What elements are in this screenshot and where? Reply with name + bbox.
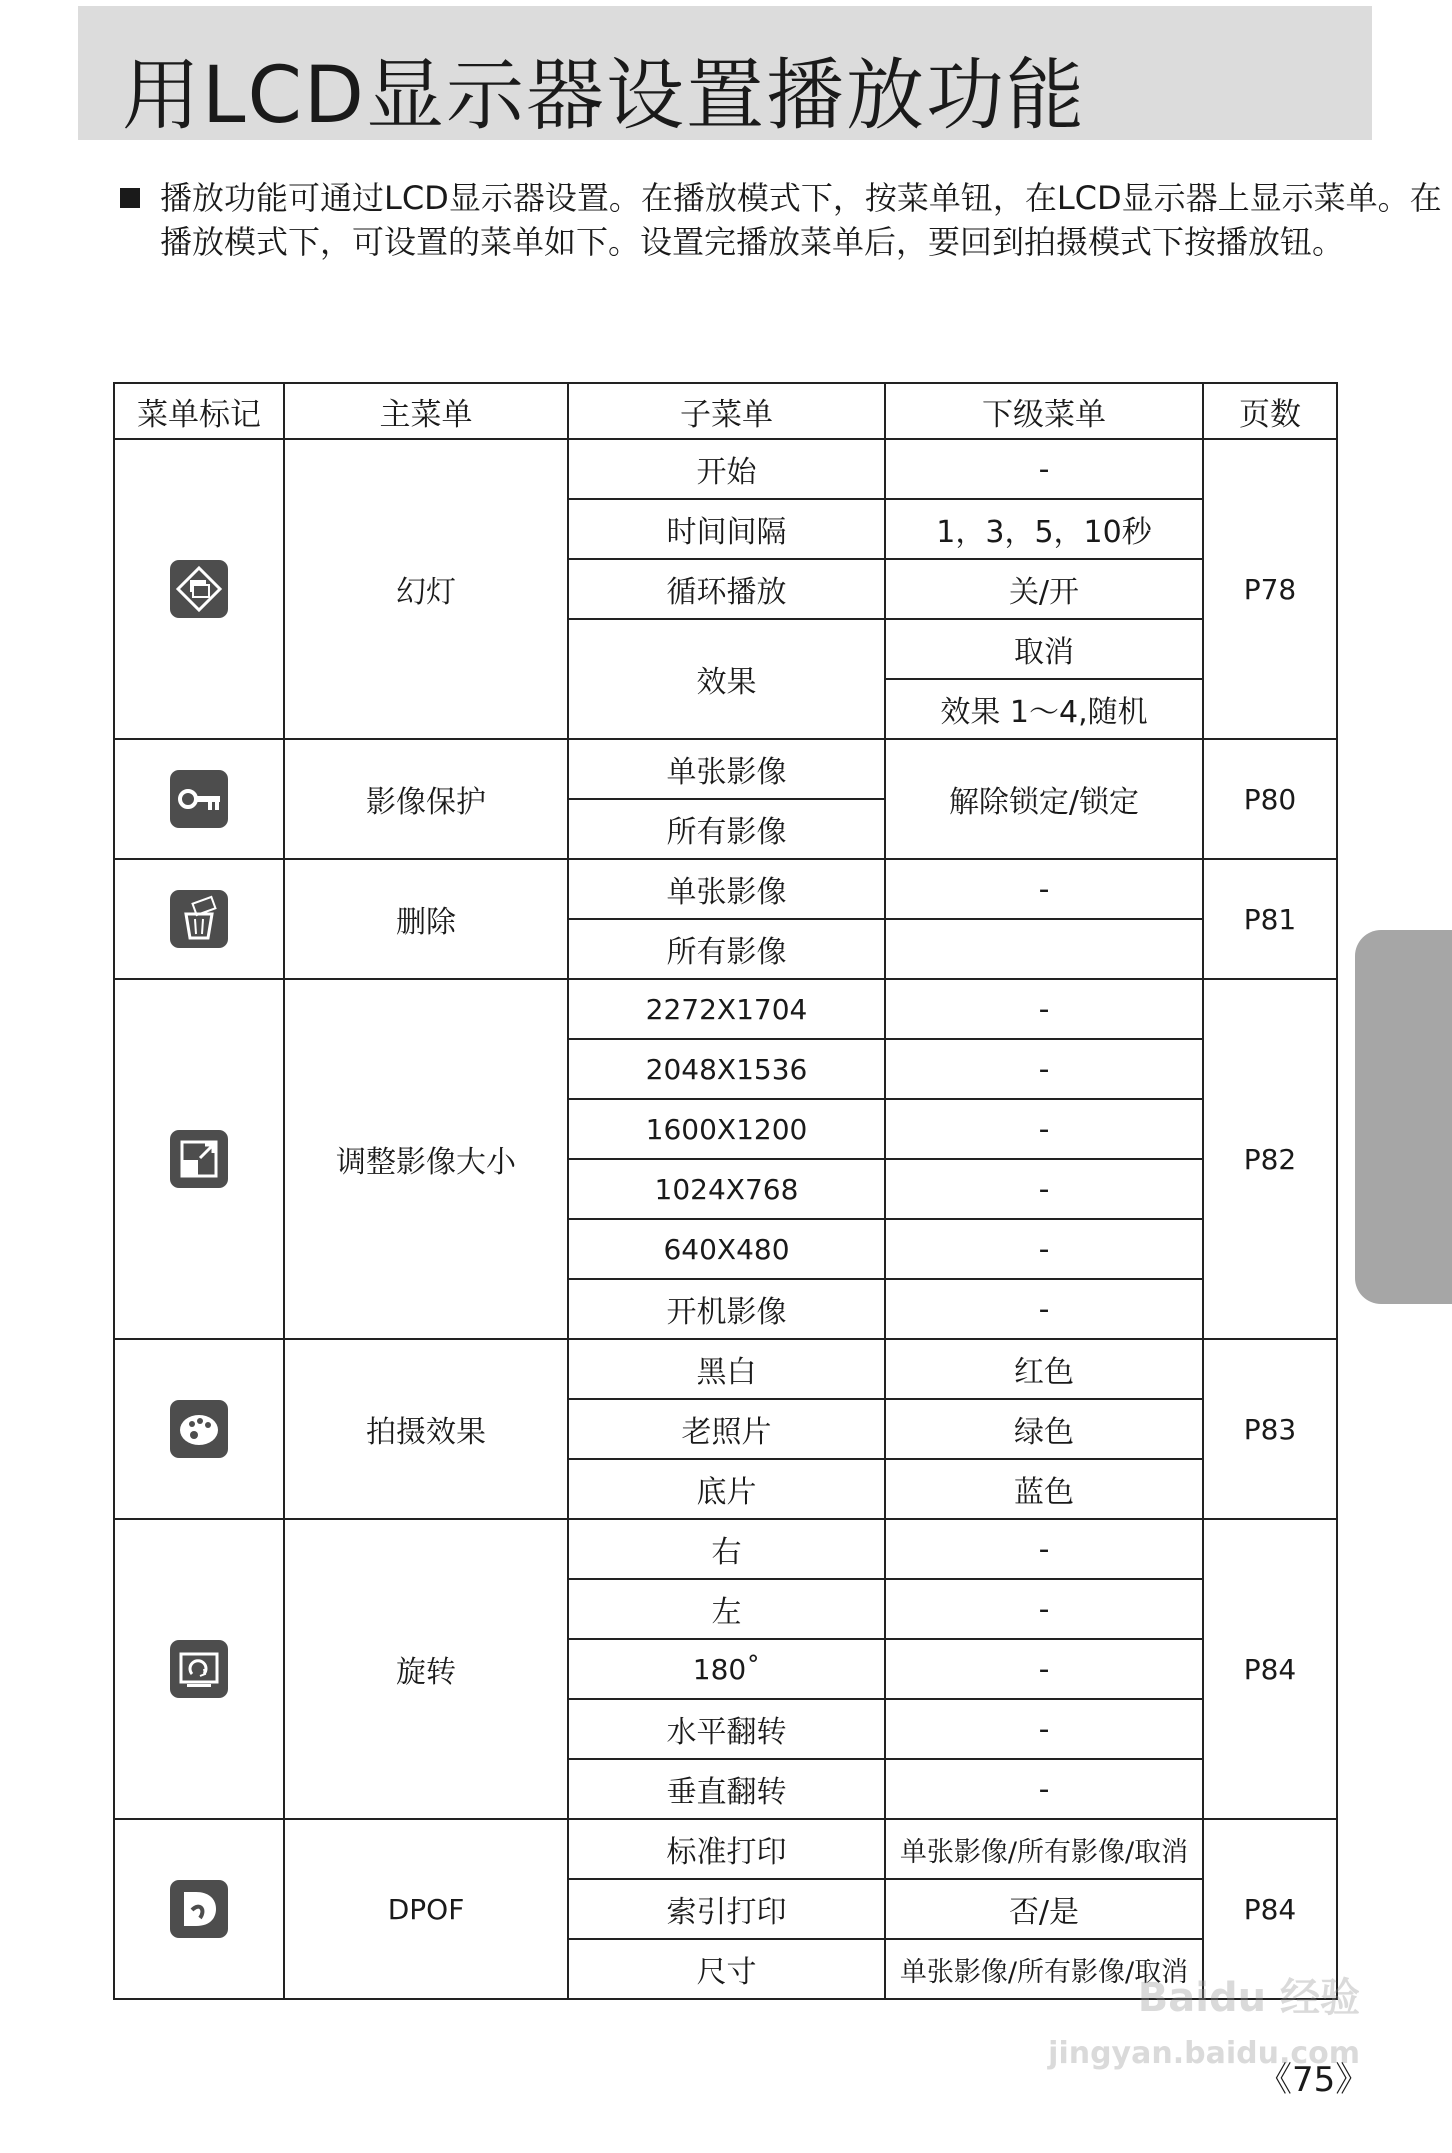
header-main: 主菜单	[284, 383, 568, 439]
dpof-icon	[170, 1880, 228, 1938]
icon-cell	[114, 1819, 284, 1999]
table-row	[114, 1339, 1337, 1399]
submenu-cell: 水平翻转	[568, 1699, 885, 1759]
submenu-cell: 开机影像	[568, 1279, 885, 1339]
lower-menu-cell: -	[885, 1039, 1203, 1099]
submenu-cell: 时间间隔	[568, 499, 885, 559]
submenu-cell: 左	[568, 1579, 885, 1639]
watermark-line2: jingyan.baidu.com	[1048, 2036, 1360, 2071]
lower-menu-cell: 效果 1～4,随机	[885, 679, 1203, 739]
main-menu-cell: DPOF	[284, 1819, 568, 1999]
table-row	[114, 739, 1337, 799]
lower-menu-cell: -	[885, 1159, 1203, 1219]
table-header-row	[114, 383, 1337, 439]
lower-menu-cell: 单张影像/所有影像/取消	[885, 1819, 1203, 1879]
lower-menu-cell: -	[885, 1279, 1203, 1339]
submenu-cell: 效果	[568, 619, 885, 739]
lower-menu-cell: 关/开	[885, 559, 1203, 619]
menu-table	[113, 382, 1338, 2000]
submenu-cell: 尺寸	[568, 1939, 885, 1999]
lower-menu-cell: 解除锁定/锁定	[885, 739, 1203, 859]
main-menu-cell: 幻灯	[284, 439, 568, 739]
submenu-cell: 2272X1704	[568, 979, 885, 1039]
table-row	[114, 979, 1337, 1039]
lower-menu-cell: -	[885, 1519, 1203, 1579]
submenu-cell: 黑白	[568, 1339, 885, 1399]
main-menu-cell: 删除	[284, 859, 568, 979]
icon-cell	[114, 439, 284, 739]
header-icon: 菜单标记	[114, 383, 284, 439]
submenu-cell: 右	[568, 1519, 885, 1579]
submenu-cell: 640X480	[568, 1219, 885, 1279]
lower-menu-cell: -	[885, 1099, 1203, 1159]
submenu-cell: 底片	[568, 1459, 885, 1519]
main-menu-cell: 调整影像大小	[284, 979, 568, 1339]
square-bullet-icon	[120, 188, 140, 208]
submenu-cell: 所有影像	[568, 919, 885, 979]
page-cell: P80	[1203, 739, 1337, 859]
submenu-cell: 所有影像	[568, 799, 885, 859]
lower-menu-cell: -	[885, 1579, 1203, 1639]
submenu-cell: 标准打印	[568, 1819, 885, 1879]
palette-icon	[170, 1400, 228, 1458]
lower-menu-cell: -	[885, 979, 1203, 1039]
submenu-cell: 老照片	[568, 1399, 885, 1459]
icon-cell	[114, 979, 284, 1339]
lower-menu-cell: 绿色	[885, 1399, 1203, 1459]
key-icon	[170, 770, 228, 828]
table-row	[114, 1819, 1337, 1879]
side-tab	[1355, 930, 1452, 1304]
lower-menu-cell: 1，3，5，10秒	[885, 499, 1203, 559]
lower-menu-cell	[885, 919, 1203, 979]
rotate-icon	[170, 1640, 228, 1698]
lower-menu-cell: 蓝色	[885, 1459, 1203, 1519]
table-row	[114, 1519, 1337, 1579]
page-cell: P83	[1203, 1339, 1337, 1519]
lower-menu-cell: 取消	[885, 619, 1203, 679]
page-cell: P81	[1203, 859, 1337, 979]
submenu-cell: 1024X768	[568, 1159, 885, 1219]
header-sub: 子菜单	[568, 383, 885, 439]
submenu-cell: 开始	[568, 439, 885, 499]
page-cell: P84	[1203, 1819, 1337, 1999]
resize-icon	[170, 1130, 228, 1188]
submenu-cell: 单张影像	[568, 739, 885, 799]
header-lower: 下级菜单	[885, 383, 1203, 439]
page-title: 用LCD显示器设置播放功能	[122, 51, 1086, 141]
trash-icon	[170, 890, 228, 948]
lower-menu-cell: -	[885, 1219, 1203, 1279]
table-row	[114, 439, 1337, 499]
page-cell: P82	[1203, 979, 1337, 1339]
header-page: 页数	[1203, 383, 1337, 439]
title-bar	[78, 6, 1372, 140]
watermark-line1: Baidu 经验	[1137, 1975, 1360, 2021]
main-menu-cell: 影像保护	[284, 739, 568, 859]
lower-menu-cell: 单张影像/所有影像/取消	[885, 1939, 1203, 1999]
main-menu-cell: 旋转	[284, 1519, 568, 1819]
page-cell: P84	[1203, 1519, 1337, 1819]
icon-cell	[114, 1339, 284, 1519]
slideshow-icon	[170, 560, 228, 618]
icon-cell	[114, 739, 284, 859]
icon-cell	[114, 1519, 284, 1819]
lower-menu-cell: -	[885, 859, 1203, 919]
lower-menu-cell: 否/是	[885, 1879, 1203, 1939]
page-number: 《75》	[1258, 2060, 1370, 2100]
lower-menu-cell: -	[885, 1699, 1203, 1759]
submenu-cell: 索引打印	[568, 1879, 885, 1939]
icon-cell	[114, 859, 284, 979]
lower-menu-cell: -	[885, 1639, 1203, 1699]
lower-menu-cell: 红色	[885, 1339, 1203, 1399]
submenu-cell: 垂直翻转	[568, 1759, 885, 1819]
table-row	[114, 859, 1337, 919]
intro-text: 播放功能可通过LCD显示器设置。在播放模式下，按菜单钮，在LCD显示器上显示菜单。在播放模式下，可设置的菜单如下。设置完播放菜单后，要回到拍摄模式下按播放钮。	[160, 179, 1442, 261]
submenu-cell: 180˚	[568, 1639, 885, 1699]
submenu-cell: 2048X1536	[568, 1039, 885, 1099]
submenu-cell: 单张影像	[568, 859, 885, 919]
submenu-cell: 循环播放	[568, 559, 885, 619]
page-cell: P78	[1203, 439, 1337, 739]
lower-menu-cell: -	[885, 1759, 1203, 1819]
submenu-cell: 1600X1200	[568, 1099, 885, 1159]
lower-menu-cell: -	[885, 439, 1203, 499]
main-menu-cell: 拍摄效果	[284, 1339, 568, 1519]
